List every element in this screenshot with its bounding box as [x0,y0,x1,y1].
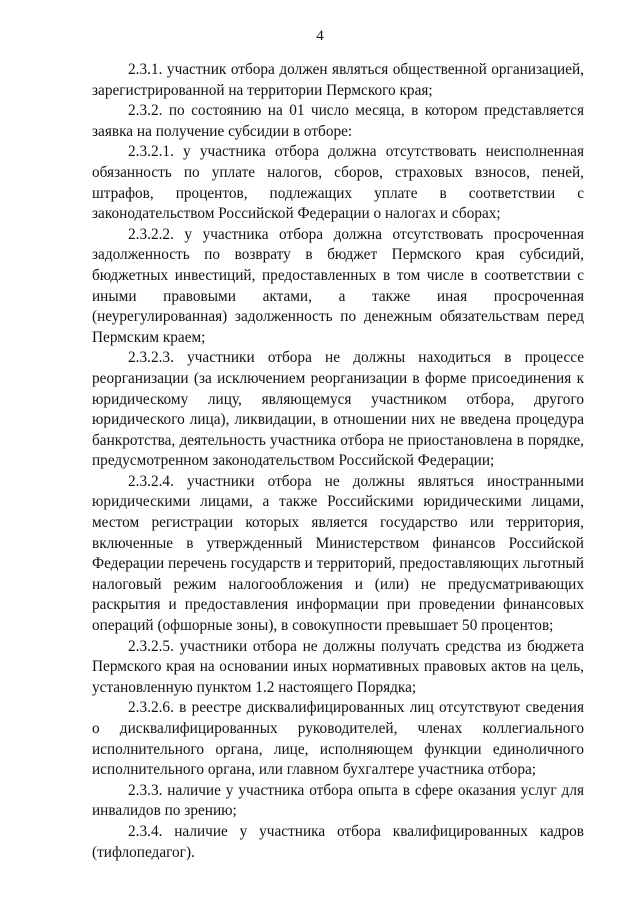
paragraph-2-3-2-3: 2.3.2.3. участники отбора не должны находиться в процессе реорганизации (за исключением реорганизации в форме присоединения к юридическому лицу, являющемуся участником отбора, другого юридического лица), ликвидации, в отношении них не введена процедура банкротства, деятельность участника отбора не приостановлена в порядке, предусмотренном законодательством Российской Федерации; [92,349,584,470]
paragraph-2-3-2-4: 2.3.2.4. участники отбора не должны являться иностранными юридическими лицами, а также Российскими юридическими лицами, местом регистрации которых является государство или территория, включенные в утвержденный Министерством финансов Российской Федерации перечень государств и территорий, предоставляющих льготный налоговый режим налогообложения и (или) не предусматривающих раскрытия и предоставления информации при проведении финансовых операций (офшорные зоны), в совокупности превышает 50 процентов; [92,472,584,635]
paragraph-2-3-2-5: 2.3.2.5. участники отбора не должны получать средства из бюджета Пермского края на основании иных нормативных правовых актов на цель, установленную пунктом 1.2 настоящего Порядка; [92,637,584,696]
document-body [92,60,584,863]
paragraph-2-3-1: 2.3.1. участник отбора должен являться общественной организацией, зарегистрированной на территории Пермского края; [92,61,584,99]
paragraph-2-3-2: 2.3.2. по состоянию на 01 число месяца, в котором представляется заявка на получение субсидии в отборе: [92,102,584,140]
page-number: 4 [316,28,324,44]
paragraph-2-3-2-6: 2.3.2.6. в реестре дисквалифицированных лиц отсутствуют сведения о дисквалифицированных руководителей, членах коллегиального исполнительного органа, лице, исполняющем функции единоличного исполнительного органа, или главном бухгалтере участника отбора; [92,699,584,779]
paragraph-2-3-2-1: 2.3.2.1. у участника отбора должна отсутствовать неисполненная обязанность по уплате налогов, сборов, страховых взносов, пеней, штрафов, процентов, подлежащих уплате в соответствии с законодательством Российской Федерации о налогах и сборах; [92,143,584,223]
paragraph-2-3-2-2: 2.3.2.2. у участника отбора должна отсутствовать просроченная задолженность по возврату в бюджет Пермского края субсидий, бюджетных инвестиций, предоставленных в том числе в соответствии с иными правовыми актами, а также иная просроченная (неурегулированная) задолженность по денежным обязательствам перед Пермским краем; [92,225,584,346]
paragraph-2-3-4: 2.3.4. наличие у участника отбора квалифицированных кадров (тифлопедагог). [92,822,584,861]
paragraph-2-3-3: 2.3.3. наличие у участника отбора опыта в сфере оказания услуг для инвалидов по зрению; [92,781,584,820]
